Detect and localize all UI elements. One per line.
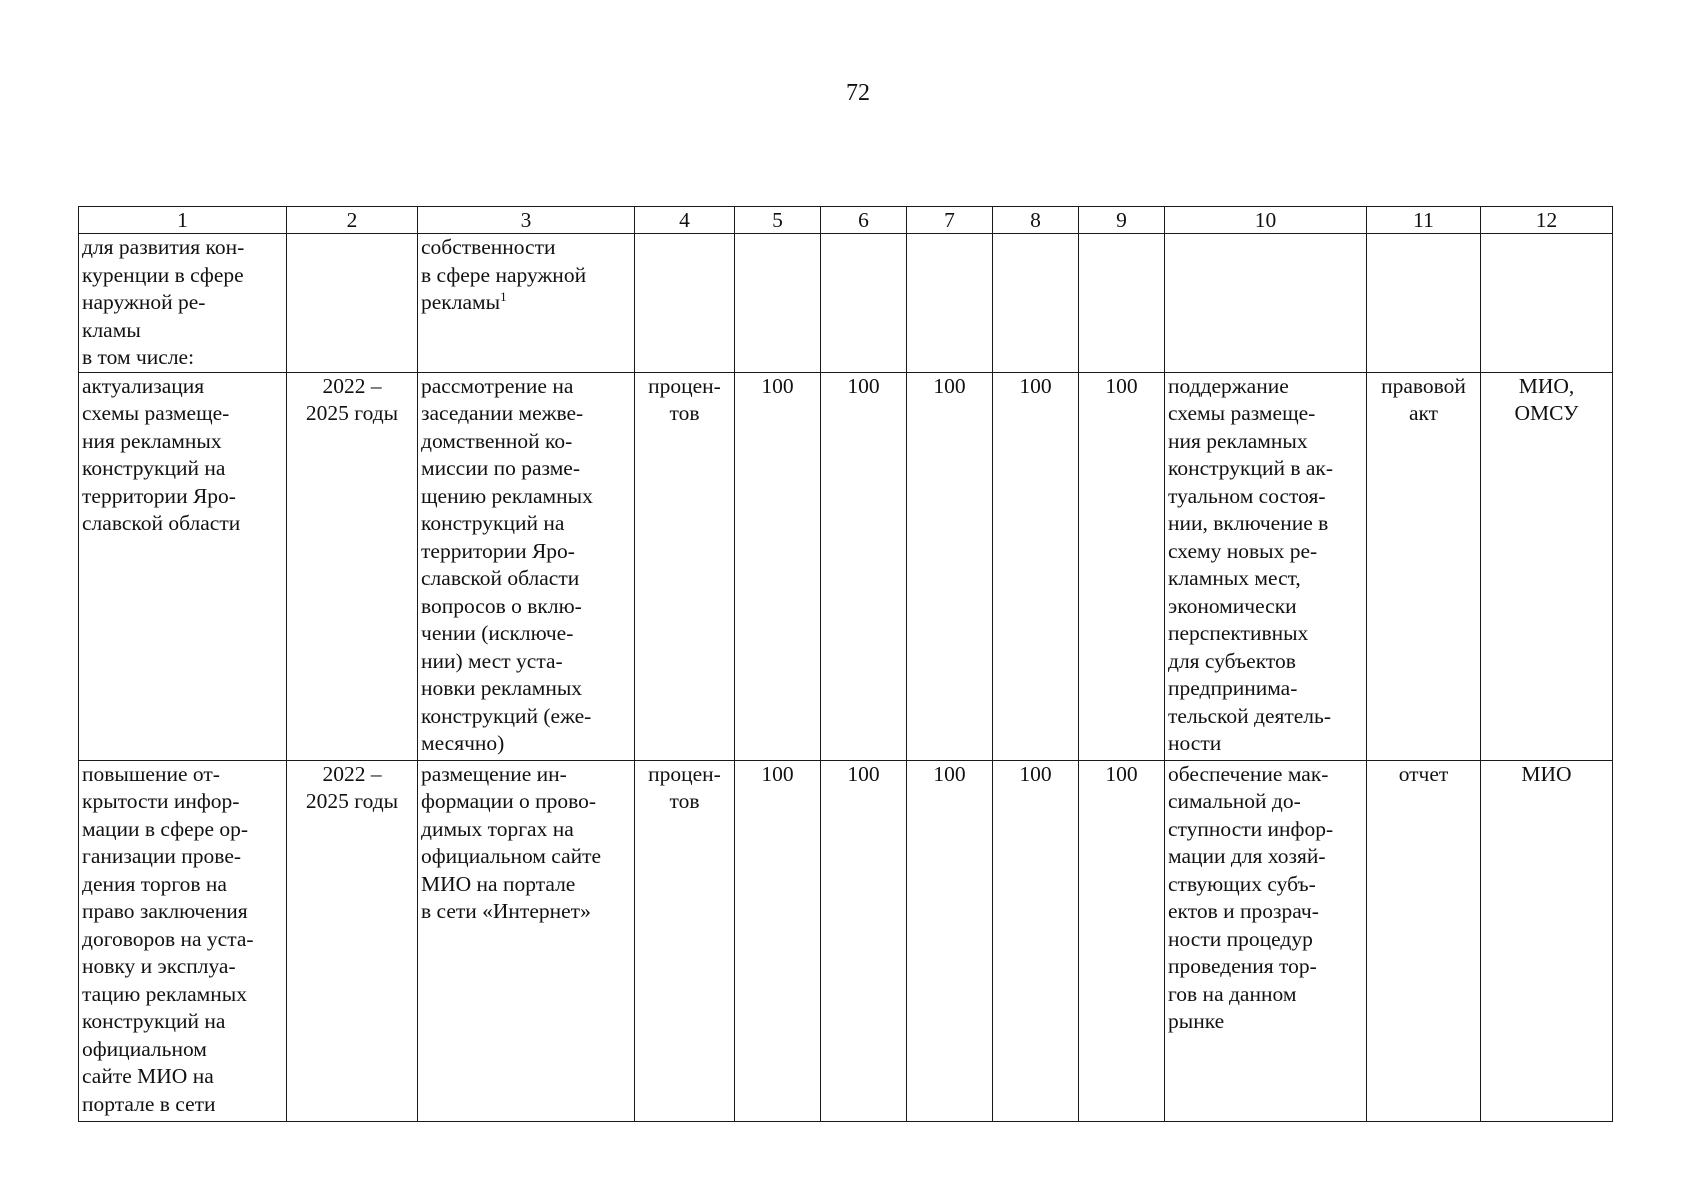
result-cell <box>1165 234 1367 373</box>
value-cell: 100 <box>1079 760 1165 1121</box>
measure-name-cell: для развития кон- куренции в сфере наружной ре- кламы в том числе: <box>79 234 287 373</box>
measure-name-cell: актуализация схемы размеще- ния рекламных конструкций на территории Яро- славской области <box>79 372 287 760</box>
measures-table <box>78 206 1613 1122</box>
value-cell: 100 <box>821 372 907 760</box>
column-number-row <box>79 207 1613 234</box>
executor-cell <box>1481 234 1613 373</box>
value-cell: 100 <box>1079 372 1165 760</box>
document-type-cell <box>1367 234 1481 373</box>
value-cell: 100 <box>993 760 1079 1121</box>
executor-cell: МИО, ОМСУ <box>1481 372 1613 760</box>
column-header: 8 <box>993 207 1079 234</box>
column-header: 12 <box>1481 207 1613 234</box>
column-header: 1 <box>79 207 287 234</box>
value-cell <box>907 234 993 373</box>
result-cell: поддержание схемы размеще- ния рекламных конструкций в ак- туальном состоя- нии, включение в схему новых ре- кламных мест, экономически перспективных для субъектов предпринима- тельской деятель- ности <box>1165 372 1367 760</box>
period-cell: 2022 – 2025 годы <box>287 372 418 760</box>
document-type-cell: правовой акт <box>1367 372 1481 760</box>
value-cell <box>735 234 821 373</box>
column-header: 5 <box>735 207 821 234</box>
indicator-cell: размещение ин- формации о прово- димых торгах на официальном сайте МИО на портале в сети «Интернет» <box>418 760 635 1121</box>
document-type-cell: отчет <box>1367 760 1481 1121</box>
table-row <box>79 760 1613 1121</box>
value-cell: 100 <box>821 760 907 1121</box>
column-header: 4 <box>635 207 735 234</box>
value-cell: 100 <box>735 760 821 1121</box>
table-row <box>79 234 1613 373</box>
indicator-text: собственности в сфере наружной рекламы <box>421 235 587 314</box>
column-header: 2 <box>287 207 418 234</box>
page-number: 72 <box>846 80 870 106</box>
unit-cell <box>635 234 735 373</box>
unit-cell: процен- тов <box>635 372 735 760</box>
period-cell: 2022 – 2025 годы <box>287 760 418 1121</box>
value-cell <box>993 234 1079 373</box>
column-header: 10 <box>1165 207 1367 234</box>
column-header: 3 <box>418 207 635 234</box>
footnote-marker: 1 <box>500 288 507 304</box>
table-row <box>79 372 1613 760</box>
period-cell <box>287 234 418 373</box>
column-header: 9 <box>1079 207 1165 234</box>
value-cell: 100 <box>993 372 1079 760</box>
measure-name-cell: повышение от- крытости инфор- мации в сфере ор- ганизации прове- дения торгов на право заключения договоров на уста- новку и эксплуа- тацию рекламных конструкций на официальном сайте МИО на портале в сети <box>79 760 287 1121</box>
indicator-cell <box>418 234 635 373</box>
column-header: 6 <box>821 207 907 234</box>
value-cell <box>821 234 907 373</box>
value-cell <box>1079 234 1165 373</box>
column-header: 11 <box>1367 207 1481 234</box>
unit-cell: процен- тов <box>635 760 735 1121</box>
value-cell: 100 <box>735 372 821 760</box>
column-header: 7 <box>907 207 993 234</box>
executor-cell: МИО <box>1481 760 1613 1121</box>
value-cell: 100 <box>907 760 993 1121</box>
value-cell: 100 <box>907 372 993 760</box>
result-cell: обеспечение мак- симальной до- ступности инфор- мации для хозяй- ствующих субъ- ектов и прозрач- ности процедур проведения тор- гов на данном рынке <box>1165 760 1367 1121</box>
indicator-cell: рассмотрение на заседании межве- домственной ко- миссии по разме- щению рекламных конструкций на территории Яро- славской области вопросов о вклю- чении (исключе- нии) мест уста- новки рекламных конструкций (еже- месячно) <box>418 372 635 760</box>
